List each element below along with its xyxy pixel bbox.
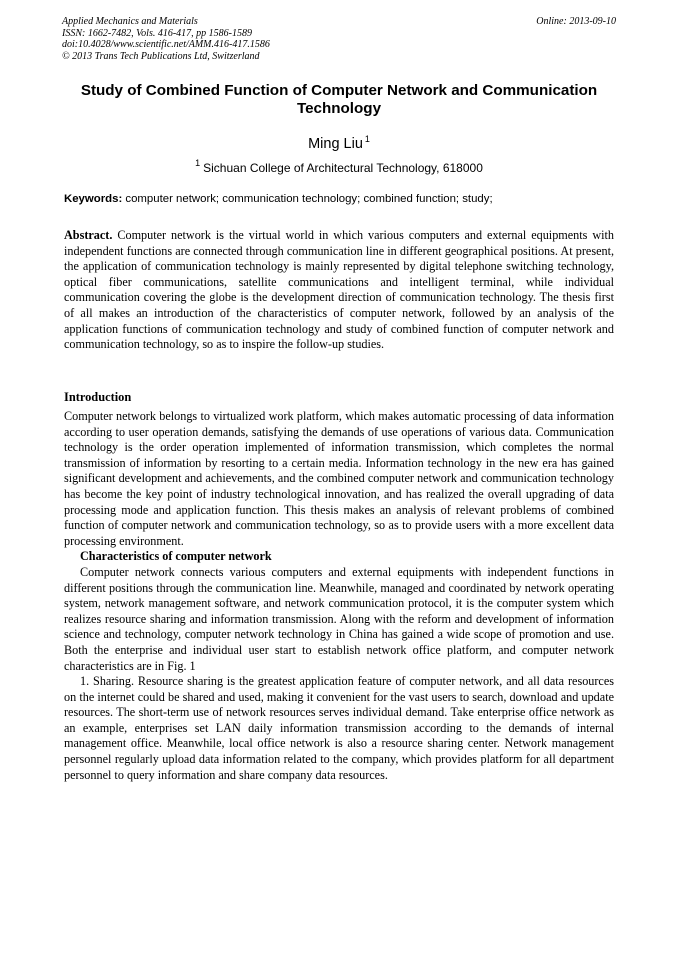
sharing-paragraph: 1. Sharing. Resource sharing is the greatest application feature of computer network, and all data resources on the internet could be shared and used, making it convenient for the vast users to search, download and update resources. The short-term use of network resources serves individual demand. Take enterprise office network as an example, enterprises set LAN daily information transmission according to the demands of internal management office. Meanwhile, local office network is also a resource sharing center. Network management personnel regularly upload data information related to the company, which provides platform for all department personnel to query information and share company data resources. [64, 674, 614, 782]
author-line [0, 130, 678, 153]
abstract-text: Computer network is the virtual world in which various computers and external equipments with independent functions are connected through communication line in different geographical positions. At present, the application of communication technology is mainly represented by digital telephone switching technology, optical fiber communications, satellite communications and intelligent terminal, while individual communication covering the globe is the development direction of communication technology. The thesis first of all makes an introduction of the characteristics of computer network, followed by an analysis of the application functions of communication technology and study of combined function of computer network and communication technology, so as to inspire the follow-up studies. [64, 228, 614, 352]
affiliation-line [0, 156, 678, 176]
journal-issn: ISSN: 1662-7482, Vols. 416-417, pp 1586-1589 [62, 27, 252, 39]
abstract-label: Abstract. [64, 228, 113, 242]
journal-name: Applied Mechanics and Materials [62, 16, 198, 27]
keywords-text: computer network; communication technology; combined function; study; [125, 193, 493, 205]
introduction-paragraph: Computer network belongs to virtualized work platform, which makes automatic processing of data information according to user operation demands, satisfying the demands of use operations of various data. Communication technology is the order operation implemented of information transmission, which completes the normal transmission of information by resorting to a certain media. Information technology in the new era has gained significant development and achievements, and the combined computer network and communication technology has become the key point of industry technological innovation, and has realized the overall upgrading of data processing mode and application function. This thesis makes an analysis of relevant problems of combined function of computer network and communication technology, so as to provide users with a more excellent data processing environment. [64, 409, 614, 548]
journal-header [62, 16, 616, 62]
keywords [64, 192, 616, 206]
paper-title: Study of Combined Function of Computer Network and Communication Technology [80, 82, 598, 117]
online-date: Online: 2013-09-10 [536, 16, 616, 27]
keywords-label: Keywords: [64, 193, 123, 205]
affiliation-text: Sichuan College of Architectural Technology, 618000 [203, 161, 483, 175]
introduction-heading: Introduction [64, 390, 132, 404]
journal-copyright: © 2013 Trans Tech Publications Ltd, Switzerland [62, 50, 260, 62]
characteristics-heading: Characteristics of computer network [80, 549, 272, 564]
author-name: Ming Liu [308, 136, 363, 152]
abstract [64, 228, 614, 353]
journal-doi: doi:10.4028/www.scientific.net/AMM.416-417.1586 [62, 39, 270, 51]
affiliation-superscript: 1 [195, 158, 201, 168]
characteristics-paragraph: Computer network connects various computers and external equipments with independent functions in different positions through the communication line. Meanwhile, managed and coordinated by network operating system, network management software, and network communication protocol, it is the computer system which realizes resource sharing and information transmission. Along with the reform and development of information science and technology, computer network technology in China has gained a wide scope of promotion and use. Both the enterprise and individual user start to establish network office platform, and computer network characteristics are in Fig. 1 [64, 564, 614, 673]
author-superscript: 1 [364, 134, 370, 144]
body-text [64, 409, 614, 783]
